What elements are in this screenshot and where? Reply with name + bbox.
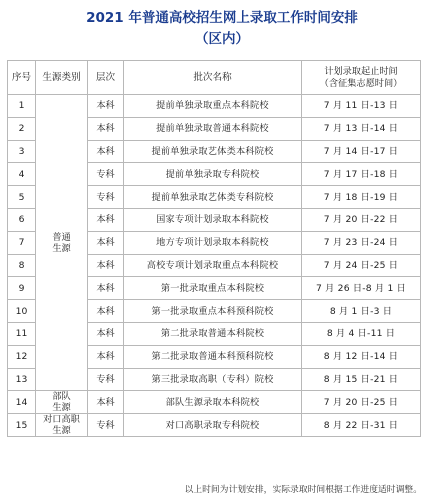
row-batch: 第二批录取普通本科院校	[124, 322, 302, 345]
header-category: 生源类别	[36, 61, 88, 95]
row-time: 7 月 13 日-14 日	[302, 117, 421, 140]
row-batch: 第三批录取高职（专科）院校	[124, 368, 302, 391]
page-subtitle: （区内）	[195, 31, 249, 47]
row-no: 9	[8, 277, 36, 300]
row-no: 6	[8, 208, 36, 231]
row-no: 13	[8, 368, 36, 391]
row-time: 7 月 18 日-19 日	[302, 186, 421, 209]
row-level: 本科	[88, 277, 124, 300]
row-level: 专科	[88, 368, 124, 391]
row-batch: 第一批录取重点本科预科院校	[124, 300, 302, 323]
row-time: 7 月 20 日-22 日	[302, 208, 421, 231]
table-header-row	[8, 61, 421, 95]
row-no: 8	[8, 254, 36, 277]
row-no: 2	[8, 117, 36, 140]
row-batch: 国家专项计划录取本科院校	[124, 208, 302, 231]
page-title: 2021 年普通高校招生网上录取工作时间安排	[86, 10, 358, 26]
header-batch: 批次名称	[124, 61, 302, 95]
row-level: 本科	[88, 300, 124, 323]
row-batch: 对口高职录取专科院校	[124, 414, 302, 437]
row-batch: 提前单独录取专科院校	[124, 163, 302, 186]
row-batch: 高校专项计划录取重点本科院校	[124, 254, 302, 277]
row-no: 5	[8, 186, 36, 209]
admission-schedule-table	[7, 60, 421, 437]
row-no: 12	[8, 345, 36, 368]
row-time: 8 月 22 日-31 日	[302, 414, 421, 437]
row-level: 本科	[88, 208, 124, 231]
row-level: 专科	[88, 186, 124, 209]
table-row	[8, 95, 421, 118]
row-no: 4	[8, 163, 36, 186]
row-batch: 提前单独录取艺体类专科院校	[124, 186, 302, 209]
row-time: 8 月 15 日-21 日	[302, 368, 421, 391]
row-level: 本科	[88, 95, 124, 118]
category-vocational	[36, 414, 88, 437]
row-no: 10	[8, 300, 36, 323]
row-level: 本科	[88, 391, 124, 414]
row-no: 14	[8, 391, 36, 414]
row-batch: 地方专项计划录取本科院校	[124, 231, 302, 254]
row-batch: 提前单独录取重点本科院校	[124, 95, 302, 118]
header-time	[302, 61, 421, 95]
row-time: 7 月 11 日-13 日	[302, 95, 421, 118]
row-level: 本科	[88, 254, 124, 277]
header-time-line1: 计划录取起止时间	[324, 65, 398, 77]
row-time: 7 月 20 日-25 日	[302, 391, 421, 414]
row-time: 8 月 12 日-14 日	[302, 345, 421, 368]
row-level: 专科	[88, 163, 124, 186]
row-no: 1	[8, 95, 36, 118]
row-level: 本科	[88, 231, 124, 254]
category-military-label: 部队生源	[52, 391, 71, 414]
row-batch: 提前单独录取普通本科院校	[124, 117, 302, 140]
footnote: 以上时间为计划安排，实际录取时间根据工作进度适时调整。	[184, 485, 422, 495]
category-vocational-label: 对口高职生源	[43, 414, 80, 437]
table-row	[8, 414, 421, 437]
row-time: 7 月 26 日-8 月 1 日	[302, 277, 421, 300]
row-no: 15	[8, 414, 36, 437]
row-no: 11	[8, 322, 36, 345]
row-time: 8 月 1 日-3 日	[302, 300, 421, 323]
row-batch: 提前单独录取艺体类本科院校	[124, 140, 302, 163]
category-military	[36, 391, 88, 414]
row-level: 本科	[88, 140, 124, 163]
row-time: 7 月 23 日-24 日	[302, 231, 421, 254]
row-batch: 部队生源录取本科院校	[124, 391, 302, 414]
header-no: 序号	[8, 61, 36, 95]
row-no: 7	[8, 231, 36, 254]
row-batch: 第一批录取重点本科院校	[124, 277, 302, 300]
category-general	[36, 95, 88, 391]
row-time: 7 月 14 日-17 日	[302, 140, 421, 163]
row-time: 7 月 17 日-18 日	[302, 163, 421, 186]
row-time: 7 月 24 日-25 日	[302, 254, 421, 277]
header-time-line2: （含征集志愿时间）	[319, 77, 403, 89]
row-batch: 第二批录取普通本科预科院校	[124, 345, 302, 368]
row-level: 本科	[88, 322, 124, 345]
header-level: 层次	[88, 61, 124, 95]
table-row	[8, 391, 421, 414]
category-general-label: 普通生源	[52, 231, 71, 254]
row-time: 8 月 4 日-11 日	[302, 322, 421, 345]
row-level: 本科	[88, 117, 124, 140]
row-level: 专科	[88, 414, 124, 437]
row-level: 本科	[88, 345, 124, 368]
row-no: 3	[8, 140, 36, 163]
